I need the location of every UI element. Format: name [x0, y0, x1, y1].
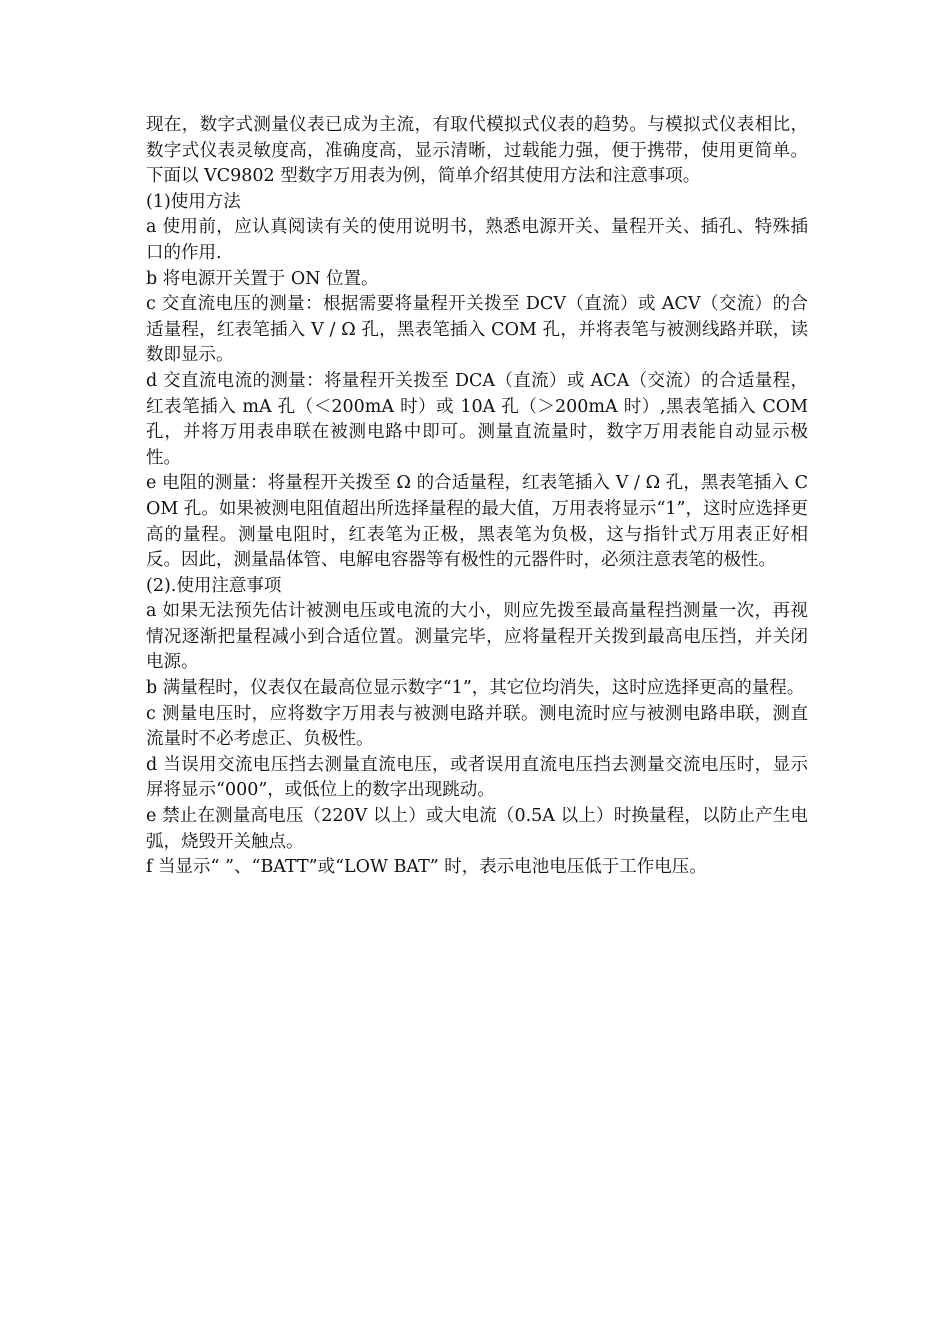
document-page — [146, 113, 808, 881]
section-heading-usage: (1)使用方法 — [146, 191, 241, 212]
precaution-item-a: a 如果无法预先估计被测电压或电流的大小，则应先拨至最高量程挡测量一次，再视情况逐渐把量程减小到合适位置。测量完毕，应将量程开关拨到最高电压挡，并关闭电源。 — [146, 601, 808, 673]
intro-paragraph: 现在，数字式测量仪表已成为主流，有取代模拟式仪表的趋势。与模拟式仪表相比，数字式仪表灵敏度高，准确度高，显示清晰，过载能力强，便于携带，使用更简单。下面以 VC9802 型数字万用表为例，简单介绍其使用方法和注意事项。 — [146, 115, 808, 187]
precaution-item-e: e 禁止在测量高电压（220V 以上）或大电流（0.5A 以上）时换量程，以防止产生电弧，烧毁开关触点。 — [146, 806, 808, 852]
precaution-item-b: b 满量程时，仪表仅在最高位显示数字“1”，其它位均消失，这时应选择更高的量程。 — [146, 678, 805, 699]
section-heading-precautions: (2).使用注意事项 — [146, 575, 282, 596]
precaution-item-f: f 当显示“ ”、“BATT”或“LOW BAT” 时，表示电池电压低于工作电压。 — [146, 857, 707, 878]
usage-item-a: a 使用前，应认真阅读有关的使用说明书，熟悉电源开关、量程开关、插孔、特殊插口的作用. — [146, 217, 808, 263]
usage-item-b: b 将电源开关置于 ON 位置。 — [146, 268, 379, 289]
precaution-item-c: c 测量电压时，应将数字万用表与被测电路并联。测电流时应与被测电路串联，测直流量时不必考虑正、负极性。 — [146, 703, 808, 750]
usage-item-e: e 电阻的测量：将量程开关拨至 Ω 的合适量程，红表笔插入 V / Ω 孔，黑表笔插入 COM 孔。如果被测电阻值超出所选择量程的最大值，万用表将显示“1”，这时应选择更高的量程。测量电阻时，红表笔为正极，黑表笔为负极，这与指针式万用表正好相反。因此，测量晶体管、电解电容器等有极性的元器件时，必须注意表笔的极性。 — [146, 473, 808, 571]
precaution-item-d: d 当误用交流电压挡去测量直流电压，或者误用直流电压挡去测量交流电压时，显示屏将显示“000”，或低位上的数字出现跳动。 — [146, 754, 808, 801]
usage-item-c: c 交直流电压的测量：根据需要将量程开关拨至 DCV（直流）或 ACV（交流）的合适量程，红表笔插入 V / Ω 孔，黑表笔插入 COM 孔，并将表笔与被测线路并联，读数即显示。 — [146, 294, 808, 366]
usage-item-d: d 交直流电流的测量：将量程开关拨至 DCA（直流）或 ACA（交流）的合适量程，红表笔插入 mA 孔（＜200mA 时）或 10A 孔（＞200mA 时）,黑表笔插入 COM 孔，并将万用表串联在被测电路中即可。测量直流量时，数字万用表能自动显示极性。 — [146, 370, 808, 468]
